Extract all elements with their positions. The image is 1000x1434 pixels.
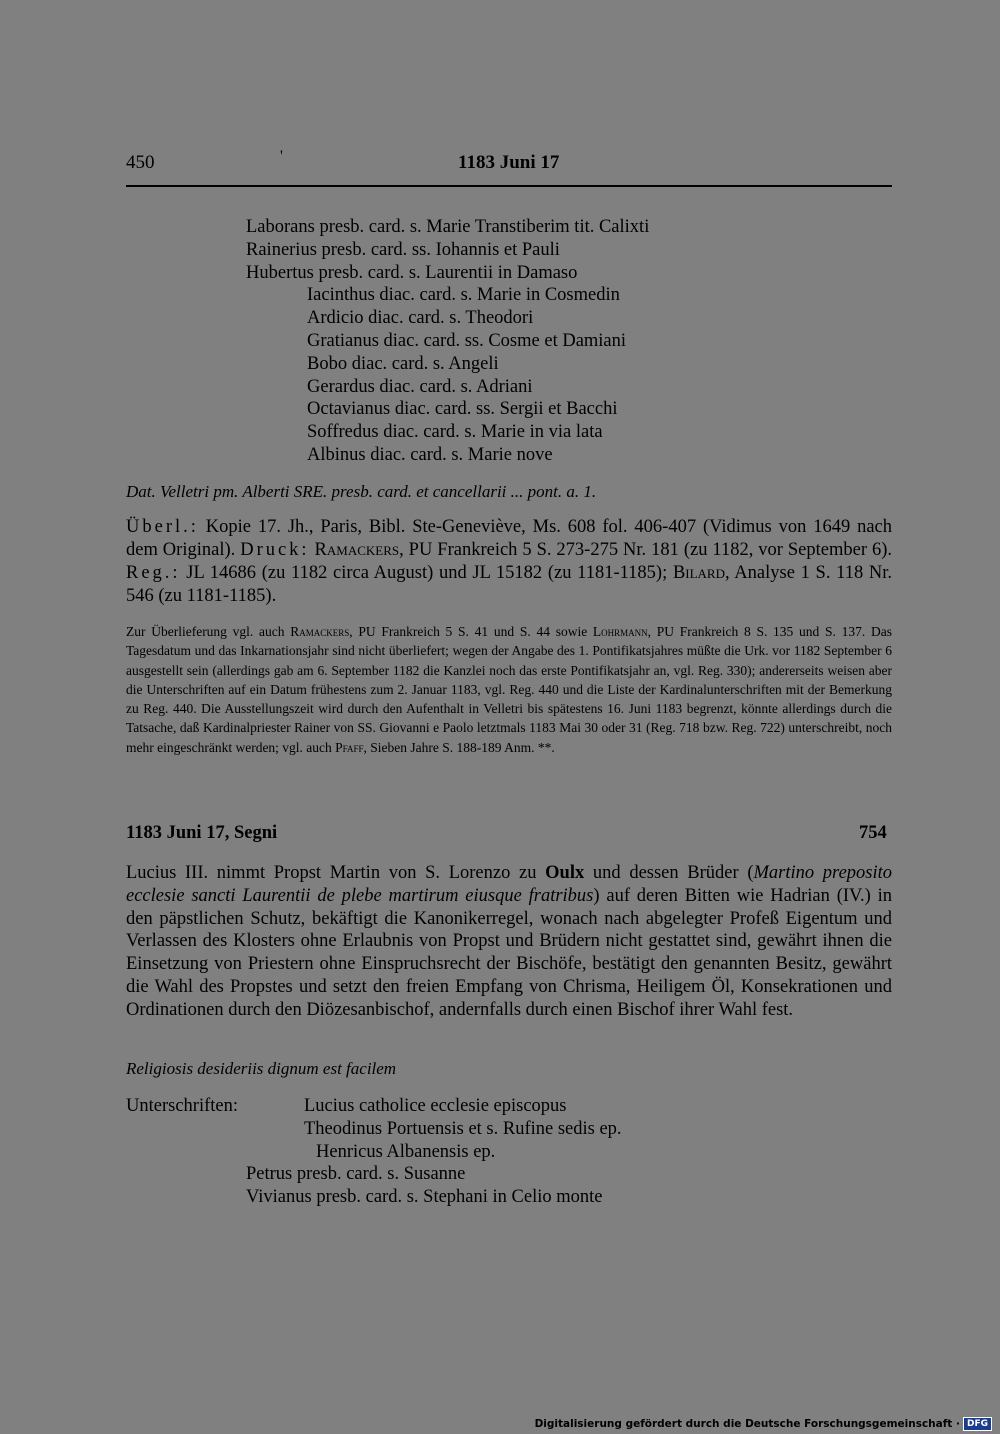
incipit: Religiosis desideriis dignum est facilem bbox=[126, 1059, 397, 1078]
note-author: Pfaff bbox=[335, 739, 364, 755]
note-author: Lohrmann bbox=[592, 624, 648, 639]
signature-list-top bbox=[246, 216, 649, 467]
druck-text: , PU Frankreich 5 S. 273-275 Nr. 181 (zu 1182, vor September 6). bbox=[399, 540, 892, 560]
signature-line: Henricus Albanensis ep. bbox=[316, 1141, 496, 1162]
page-number: 450 bbox=[126, 152, 155, 173]
entry-number: 754 bbox=[859, 823, 887, 843]
entry-date: 1183 Juni 17, Segni bbox=[126, 823, 278, 843]
signature-line: Albinus diac. card. s. Marie nove bbox=[307, 444, 553, 465]
ueberl-label: Überl.: bbox=[126, 517, 199, 537]
signature-line: Soffredus diac. card. s. Marie in via lata bbox=[307, 422, 603, 443]
note-text: Zur Überlieferung vgl. auch bbox=[126, 624, 291, 639]
druck-author: Ramackers bbox=[314, 540, 400, 560]
reg-text2: , Analyse 1 S. 118 Nr. 546 (zu 1181-1185). bbox=[126, 563, 893, 606]
note-text: , PU Frankreich 5 S. 41 und S. 44 sowie bbox=[349, 624, 593, 639]
regest-text: ) auf deren Bitten wie Hadrian (IV.) in den päpstlichen Schutz, bekäftigt die Kanonikerregel, wonach nach abgelegter Profeß Eigentum und Verlassen des Klosters ohne Erlaubnis von Propst und Brüdern nicht gestattet sind, gewährt ihnen die Einsetzung von Priestern ohne Einspruchsrecht der Bischöfe, bestätigt den genannten Besitz, gewährt die Wahl des Propstes und setzt den freien Empfang von Chrisma, Heiligem Öl, Konsekrationen und Ordinationen durch den Diözesanbischof, andernfalls durch einen Bischof ihrer Wahl fest. bbox=[126, 885, 892, 1020]
dating-clause: Dat. Velletri pm. Alberti SRE. presb. card. et cancellarii ... pont. a. 1. bbox=[126, 482, 597, 501]
footer-text: Digitalisierung gefördert durch die Deutsche Forschungsgemeinschaft · bbox=[534, 1418, 960, 1430]
running-title: 1183 Juni 17 bbox=[458, 152, 560, 173]
footer-credit bbox=[535, 1417, 992, 1431]
signature-line: Hubertus presb. card. s. Laurentii in Damaso bbox=[246, 262, 578, 283]
druck-label: Druck: bbox=[240, 540, 310, 560]
note-text: , Sieben Jahre S. 188-189 Anm. **. bbox=[363, 739, 555, 755]
signature-line: Vivianus presb. card. s. Stephani in Celio monte bbox=[246, 1187, 603, 1208]
tick-mark: ' bbox=[280, 148, 283, 165]
dfg-logo: DFG bbox=[963, 1417, 992, 1431]
signature-list-bottom bbox=[246, 1095, 622, 1209]
regest-paragraph bbox=[126, 862, 892, 1022]
regest-text: Lucius III. nimmt Propst Martin von S. Lorenzo zu bbox=[126, 863, 546, 883]
signature-line: Octavianus diac. card. ss. Sergii et Bacchi bbox=[307, 399, 618, 420]
signature-line: Gratianus diac. card. ss. Cosme et Damiani bbox=[307, 330, 627, 351]
signature-line: Lucius catholice ecclesie episcopus bbox=[304, 1096, 567, 1116]
signature-line: Iacinthus diac. card. s. Marie in Cosmedin bbox=[307, 285, 620, 306]
reg-author: Bilard bbox=[672, 563, 725, 583]
note-author: Ramackers bbox=[290, 624, 350, 639]
signatures-label: Unterschriften: bbox=[126, 1096, 238, 1116]
reg-text: JL 14686 (zu 1182 circa August) und JL 15182 (zu 1181-1185); bbox=[186, 563, 668, 583]
signature-line: Gerardus diac. card. s. Adriani bbox=[307, 376, 533, 397]
signature-line: Rainerius presb. card. ss. Iohannis et Pauli bbox=[246, 239, 560, 260]
signature-line: Bobo diac. card. s. Angeli bbox=[307, 353, 499, 374]
regest-place: Oulx bbox=[545, 863, 585, 883]
ueberl-text: Kopie 17. Jh., Paris, Bibl. Ste-Geneviève, Ms. 608 fol. 406-407 (Vidimus von 1649 nach dem Original). bbox=[126, 517, 892, 560]
regest-latin: Martino preposito ecclesie sancti Laurentii de plebe martirum eiusque fratribus bbox=[126, 863, 893, 906]
reg-label: Reg.: bbox=[126, 563, 181, 583]
regest-text: und dessen Brüder ( bbox=[584, 863, 754, 883]
header-rule bbox=[126, 185, 892, 187]
signature-line: Ardicio diac. card. s. Theodori bbox=[307, 308, 534, 329]
signature-line: Laborans presb. card. s. Marie Transtiberim tit. Calixti bbox=[246, 217, 650, 237]
tradition-paragraph bbox=[126, 516, 892, 608]
signature-line: Petrus presb. card. s. Susanne bbox=[246, 1164, 466, 1185]
note-text: , PU Frankreich 8 S. 135 und S. 137. Das Tagesdatum und das Inkarnationsjahr sind nicht überliefert; wegen der Angabe des 1. Pontifikatsjahres müßte die Urk. vor 1182 September 6 ausgestellt sein (allerdings gab am 6. September 1182 die Kanzlei noch das erste Pontifikatsjahr an, vgl. Reg. 330); andererseits weisen aber die Unterschriften auf ein Datum frühestens zum 2. Januar 1183, vgl. Reg. 440 und die Liste der Kardinalunterschriften mit der Bemerkung zu Reg. 440. Die Ausstellungszeit wird durch den Aufenthalt in Velletri bis spätestens 16. Juni 1183 begrenzt, könnte allerdings durch die Tatsache, daß Kardinalpriester Rainer von SS. Giovanni e Paolo letztmals 1183 Mai 30 oder 31 (Reg. 718 bzw. Reg. 722) unterschreibt, noch mehr eingeschränkt werden; vgl. auch bbox=[126, 624, 892, 755]
commentary-note bbox=[126, 622, 892, 757]
signature-line: Theodinus Portuensis et s. Rufine sedis ep. bbox=[304, 1118, 622, 1139]
